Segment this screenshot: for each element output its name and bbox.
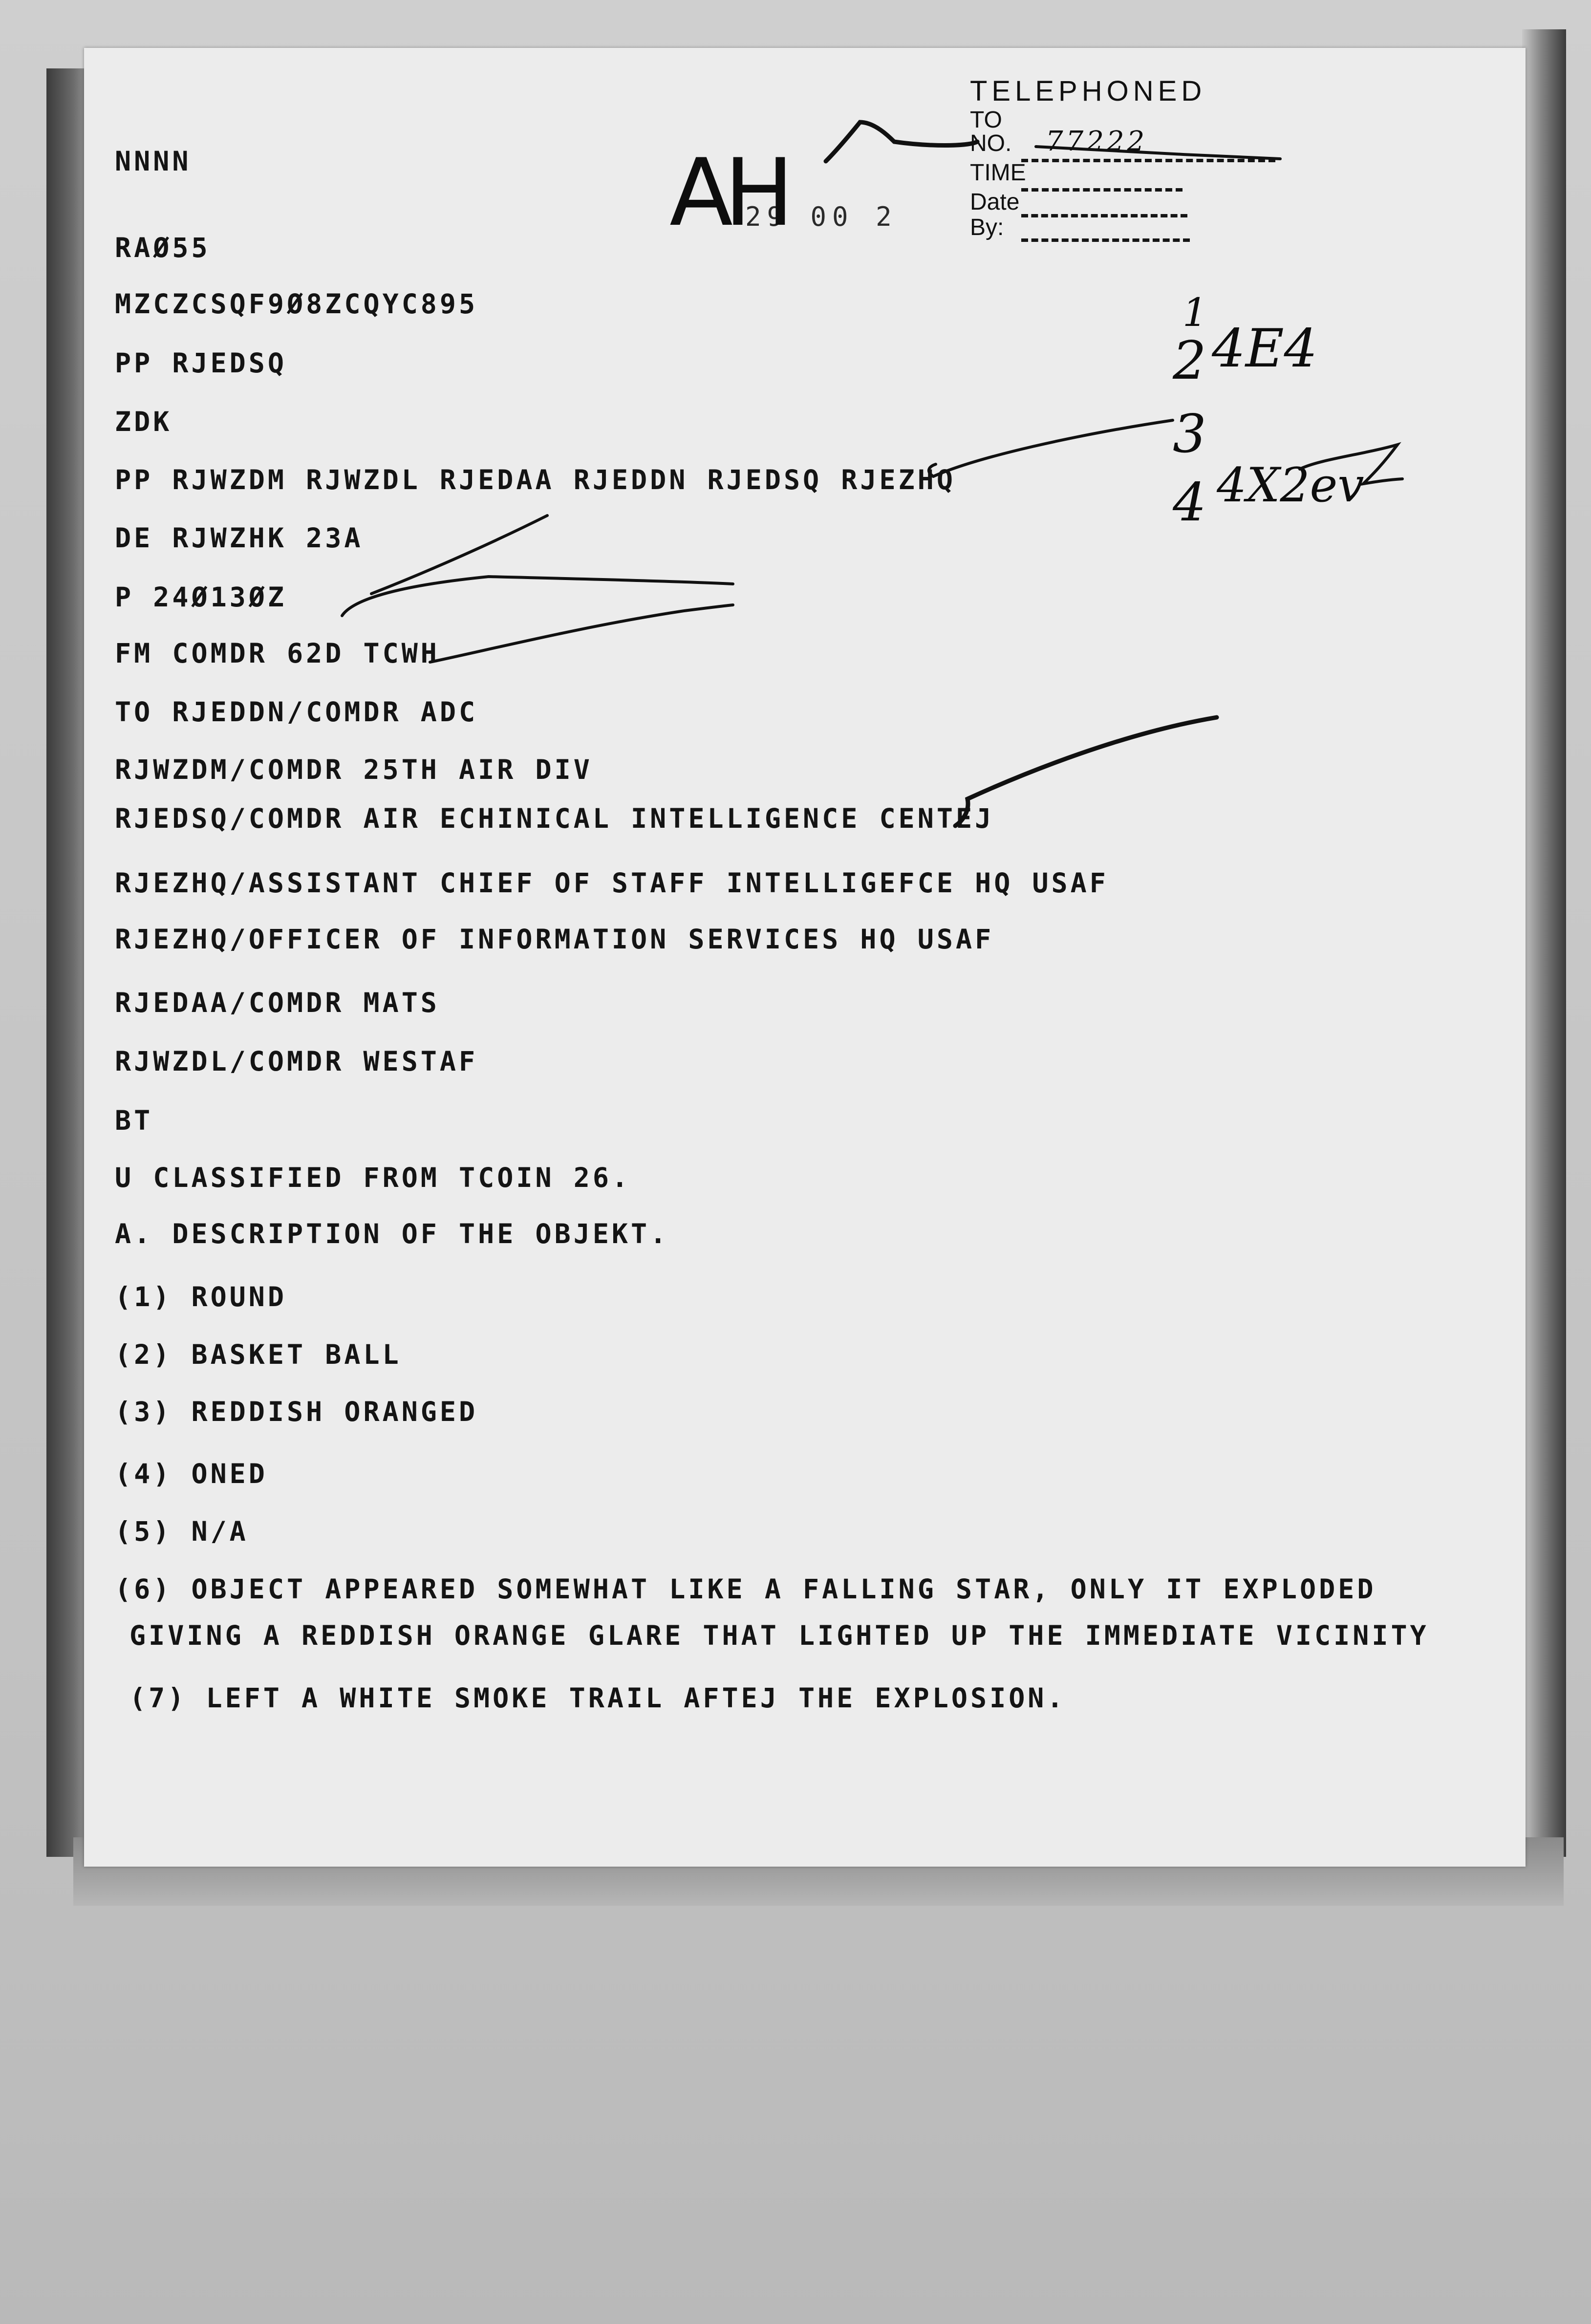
- routing-note-4: 4X2ev: [1217, 458, 1364, 513]
- message-line: RJEDSQ/COMDR AIR ECHINICAL INTELLIGENCE CENTEJ: [115, 803, 994, 834]
- stamp-title: TELEPHONED: [970, 75, 1206, 107]
- message-line: RJEZHQ/OFFICER OF INFORMATION SERVICES HQ USAF: [115, 924, 994, 955]
- handwritten-initials: AH: [669, 139, 785, 247]
- film-shadow-right: [1522, 29, 1566, 1857]
- stamp-time-rule: [1021, 188, 1182, 192]
- received-date-stamp: 29 00 2: [745, 201, 898, 232]
- message-line: (3) REDDISH ORANGED: [115, 1396, 478, 1427]
- message-line: ZDK: [115, 406, 172, 437]
- message-line: MZCZCSQF9Ø8ZCQYC895: [115, 288, 478, 320]
- routing-number-4: 4: [1173, 472, 1206, 533]
- message-line: (1) ROUND: [115, 1281, 287, 1313]
- routing-number-2: 2: [1173, 330, 1206, 391]
- stamp-to-label: TO: [970, 107, 1002, 133]
- stamp-date-rule: [1021, 214, 1187, 217]
- stamp-by-label: By:: [970, 215, 1004, 240]
- stamp-by-rule: [1021, 238, 1190, 242]
- message-line: RAØ55: [115, 232, 211, 263]
- message-line: PP RJEDSQ: [115, 347, 287, 379]
- message-line: RJWZDM/COMDR 25TH AIR DIV: [115, 754, 593, 785]
- stamp-no-rule: [1021, 159, 1275, 162]
- message-line: (6) OBJECT APPEARED SOMEWHAT LIKE A FALLING STAR, ONLY IT EXPLODED: [115, 1573, 1376, 1605]
- message-line: A. DESCRIPTION OF THE OBJEKT.: [115, 1218, 669, 1249]
- message-line: U CLASSIFIED FROM TCOIN 26.: [115, 1162, 631, 1193]
- message-line: RJEZHQ/ASSISTANT CHIEF OF STAFF INTELLIGEFCE HQ USAF: [115, 867, 1109, 899]
- message-line: GIVING A REDDISH ORANGE GLARE THAT LIGHTED UP THE IMMEDIATE VICINITY: [129, 1620, 1429, 1651]
- message-line: PP RJWZDM RJWZDL RJEDAA RJEDDN RJEDSQ RJEZHQ: [115, 464, 956, 495]
- message-line: DE RJWZHK 23A: [115, 522, 364, 554]
- stamp-no-value: 77222: [1046, 126, 1148, 157]
- message-line: (4) ONED: [115, 1458, 268, 1489]
- message-line: (2) BASKET BALL: [115, 1339, 402, 1370]
- message-line: NNNN: [115, 146, 192, 177]
- routing-note-2: 4E4: [1212, 318, 1318, 379]
- stamp-no-label: NO.: [970, 130, 1012, 156]
- routing-number-3: 3: [1173, 404, 1206, 465]
- message-line: BT: [115, 1105, 153, 1136]
- message-line: P 24Ø13ØZ: [115, 581, 287, 613]
- message-line: (7) LEFT A WHITE SMOKE TRAIL AFTEJ THE EXPLOSION.: [129, 1682, 1066, 1714]
- message-line: (5) N/A: [115, 1516, 249, 1547]
- message-line: RJWZDL/COMDR WESTAF: [115, 1046, 478, 1077]
- routing-number-1: 1: [1182, 290, 1207, 335]
- stamp-date-label: Date: [970, 189, 1020, 215]
- message-line: TO RJEDDN/COMDR ADC: [115, 696, 478, 728]
- message-line: FM COMDR 62D TCWH: [115, 638, 440, 669]
- stamp-time-label: TIME: [970, 160, 1026, 186]
- message-line: RJEDAA/COMDR MATS: [115, 987, 440, 1018]
